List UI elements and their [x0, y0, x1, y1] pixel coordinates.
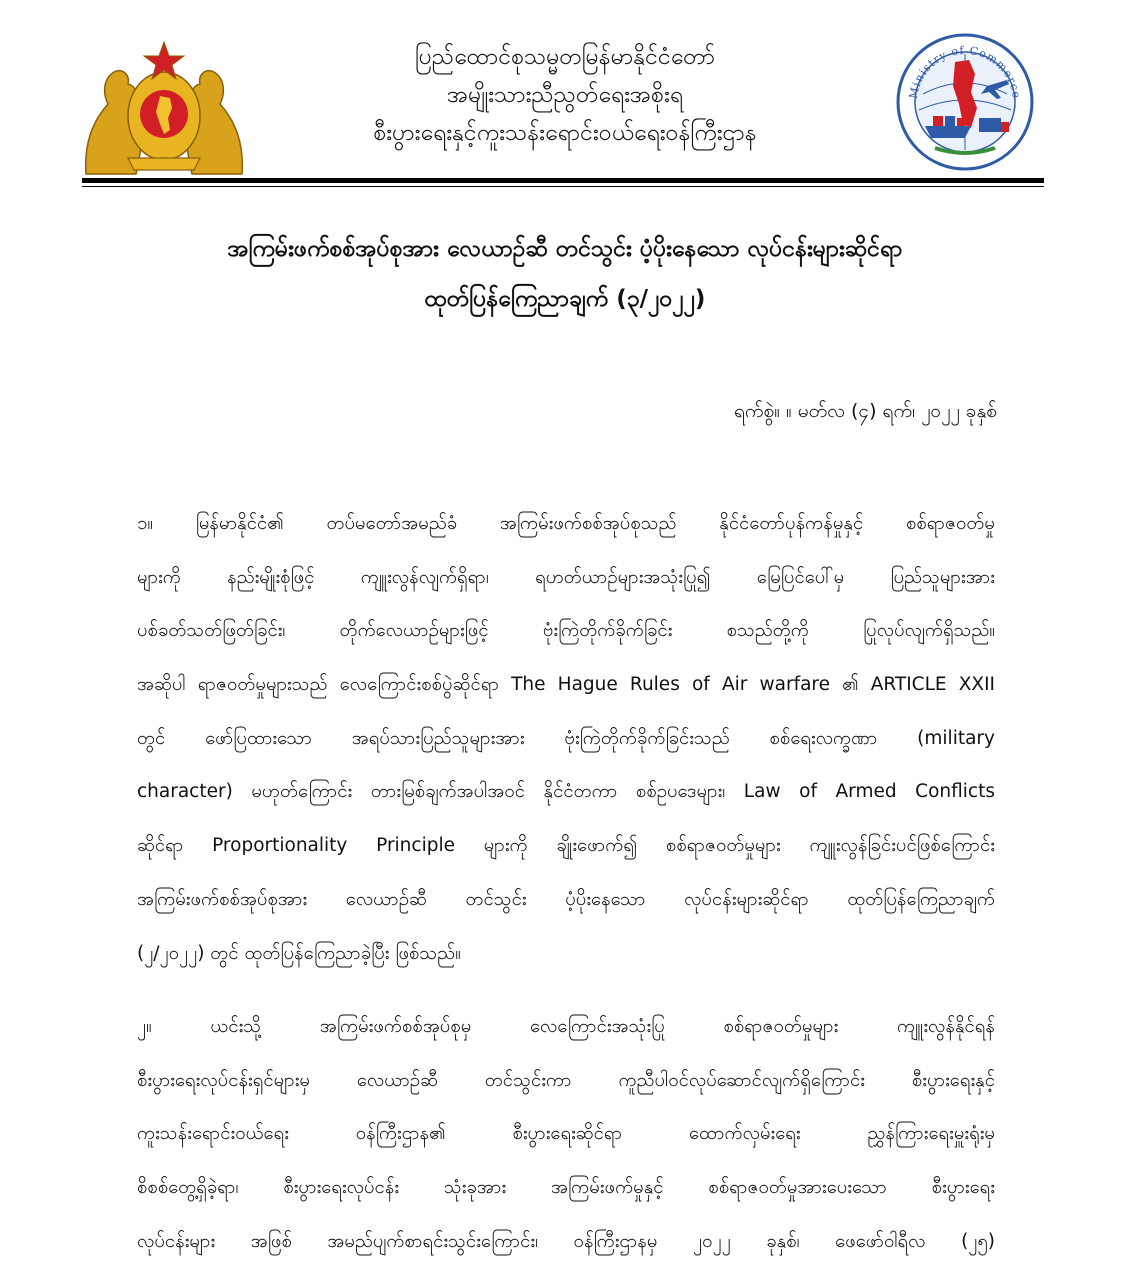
paragraph-line: ကူးသန်းရောင်းဝယ်ရေး ဝန်ကြီးဌာန၏ စီးပွားရေးဆိုင်ရာ ထောက်လှမ်းရေး ညွှန်ကြားရေးမှူးရုံးမှ	[137, 1123, 995, 1145]
ministry-of-commerce-seal-icon	[895, 32, 1035, 172]
letterhead	[0, 0, 1131, 195]
paragraph-line: အကြမ်းဖက်စစ်အုပ်စုအား လေယာဉ်ဆီ တင်သွင်း ပံ့ပိုးနေသော လုပ်ငန်းများဆိုင်ရာ ထုတ်ပြန်ကြေညာချက်	[137, 888, 995, 910]
paragraph-line: character) မဟုတ်ကြောင်း တားမြစ်ချက်အပါအဝင် နိုင်ငံတကာ စစ်ဥပဒေများ၊ Law of Armed Conflicts	[137, 781, 995, 803]
country-name: ပြည်ထောင်စုသမ္မတမြန်မာနိုင်ငံတော်	[414, 44, 716, 70]
document-date: ရက်စွဲ။ ။ မတ်လ (၄) ရက်၊ ၂၀၂၂ ခုနှစ်	[734, 400, 997, 422]
paragraph-line: တွင် ဖော်ပြထားသော အရပ်သားပြည်သူများအား ဗုံးကြဲတိုက်ခိုက်ခြင်းသည် စစ်ရေးလက္ခဏာ (military	[137, 727, 995, 749]
paragraph-line: ပစ်ခတ်သတ်ဖြတ်ခြင်း၊ တိုက်လေယာဉ်များဖြင့် ဗုံးကြဲတိုက်ခိုက်ခြင်း စသည်တို့ကို ပြုလုပ်လျက်ရှိသည်။	[137, 620, 995, 642]
paragraph-line: ဆိုင်ရာ Proportionality Principle များကို ချိုးဖောက်၍ စစ်ရာဇဝတ်မှုများ ကျူးလွန်ခြင်းပင်ဖြစ်ကြောင်း	[137, 835, 995, 857]
document-title	[90, 224, 1040, 324]
header-divider-thick	[82, 178, 1044, 183]
paragraph-line: (၂/၂၀၂၂) တွင် ထုတ်ပြန်ကြေညာခဲ့ပြီး ဖြစ်သည်။	[137, 942, 461, 964]
title-line-1: အကြမ်းဖက်စစ်အုပ်စုအား လေယာဉ်ဆီ တင်သွင်း ပံ့ပိုးနေသော လုပ်ငန်းများဆိုင်ရာ	[227, 236, 903, 262]
header-divider-thin	[82, 186, 1044, 187]
paragraph-line: စိစစ်တွေ့ရှိခဲ့ရာ၊ စီးပွားရေးလုပ်ငန်း သုံးခုအား အကြမ်းဖက်မှုနှင့် စစ်ရာဇဝတ်မှုအားပေးသော စီးပွားရေး	[137, 1177, 995, 1199]
state-emblem-icon	[78, 34, 250, 176]
paragraph-line: များကို နည်းမျိုးစုံဖြင့် ကျူးလွန်လျက်ရှိရာ၊ ရဟတ်ယာဉ်များအသုံးပြု၍ မြေပြင်ပေါ်မှ ပြည်သူများအား	[137, 566, 995, 588]
seal-text: Ministry of Commerce	[906, 43, 1023, 100]
paragraph-line: ၂။ ယင်းသို့ အကြမ်းဖက်စစ်အုပ်စုမှ လေကြောင်းအသုံးပြု စစ်ရာဇဝတ်မှုများ ကျူးလွန်နိုင်ရန်	[137, 1016, 995, 1037]
paragraph-1	[137, 497, 995, 980]
paragraph-2	[137, 1000, 995, 1268]
government-name: အမျိုးသားညီညွတ်ရေးအစိုးရ	[446, 82, 684, 108]
title-line-2: ထုတ်ပြန်ကြေညာချက် (၃/၂၀၂၂)	[424, 286, 706, 312]
paragraph-line: အဆိုပါ ရာဇဝတ်မှုများသည် လေကြောင်းစစ်ပွဲဆိုင်ရာ The Hague Rules of Air warfare ၏ ARTICLE XXII	[137, 674, 995, 696]
paragraph-line: လုပ်ငန်းများ အဖြစ် အမည်ပျက်စာရင်းသွင်းကြောင်း၊ ဝန်ကြီးဌာနမှ ၂၀၂၂ ခုနှစ်၊ ဖေဖော်ဝါရီလ (၂၅)	[137, 1230, 995, 1252]
paragraph-line: စီးပွားရေးလုပ်ငန်းရှင်များမှ လေယာဉ်ဆီ တင်သွင်းကာ ကူညီပါဝင်လုပ်ဆောင်လျက်ရှိကြောင်း စီးပွားရေးနှင့်	[137, 1069, 995, 1091]
ministry-heading	[270, 38, 860, 152]
ministry-name: စီးပွားရေးနှင့်ကူးသန်းရောင်းဝယ်ရေးဝန်ကြီးဌာန	[373, 120, 757, 146]
paragraph-line: ၁။ မြန်မာနိုင်ငံ၏ တပ်မတော်အမည်ခံ အကြမ်းဖက်စစ်အုပ်စုသည် နိုင်ငံတော်ပုန်ကန်မှုနှင့် စစ်ရာဇဝတ်မှု	[137, 513, 995, 534]
